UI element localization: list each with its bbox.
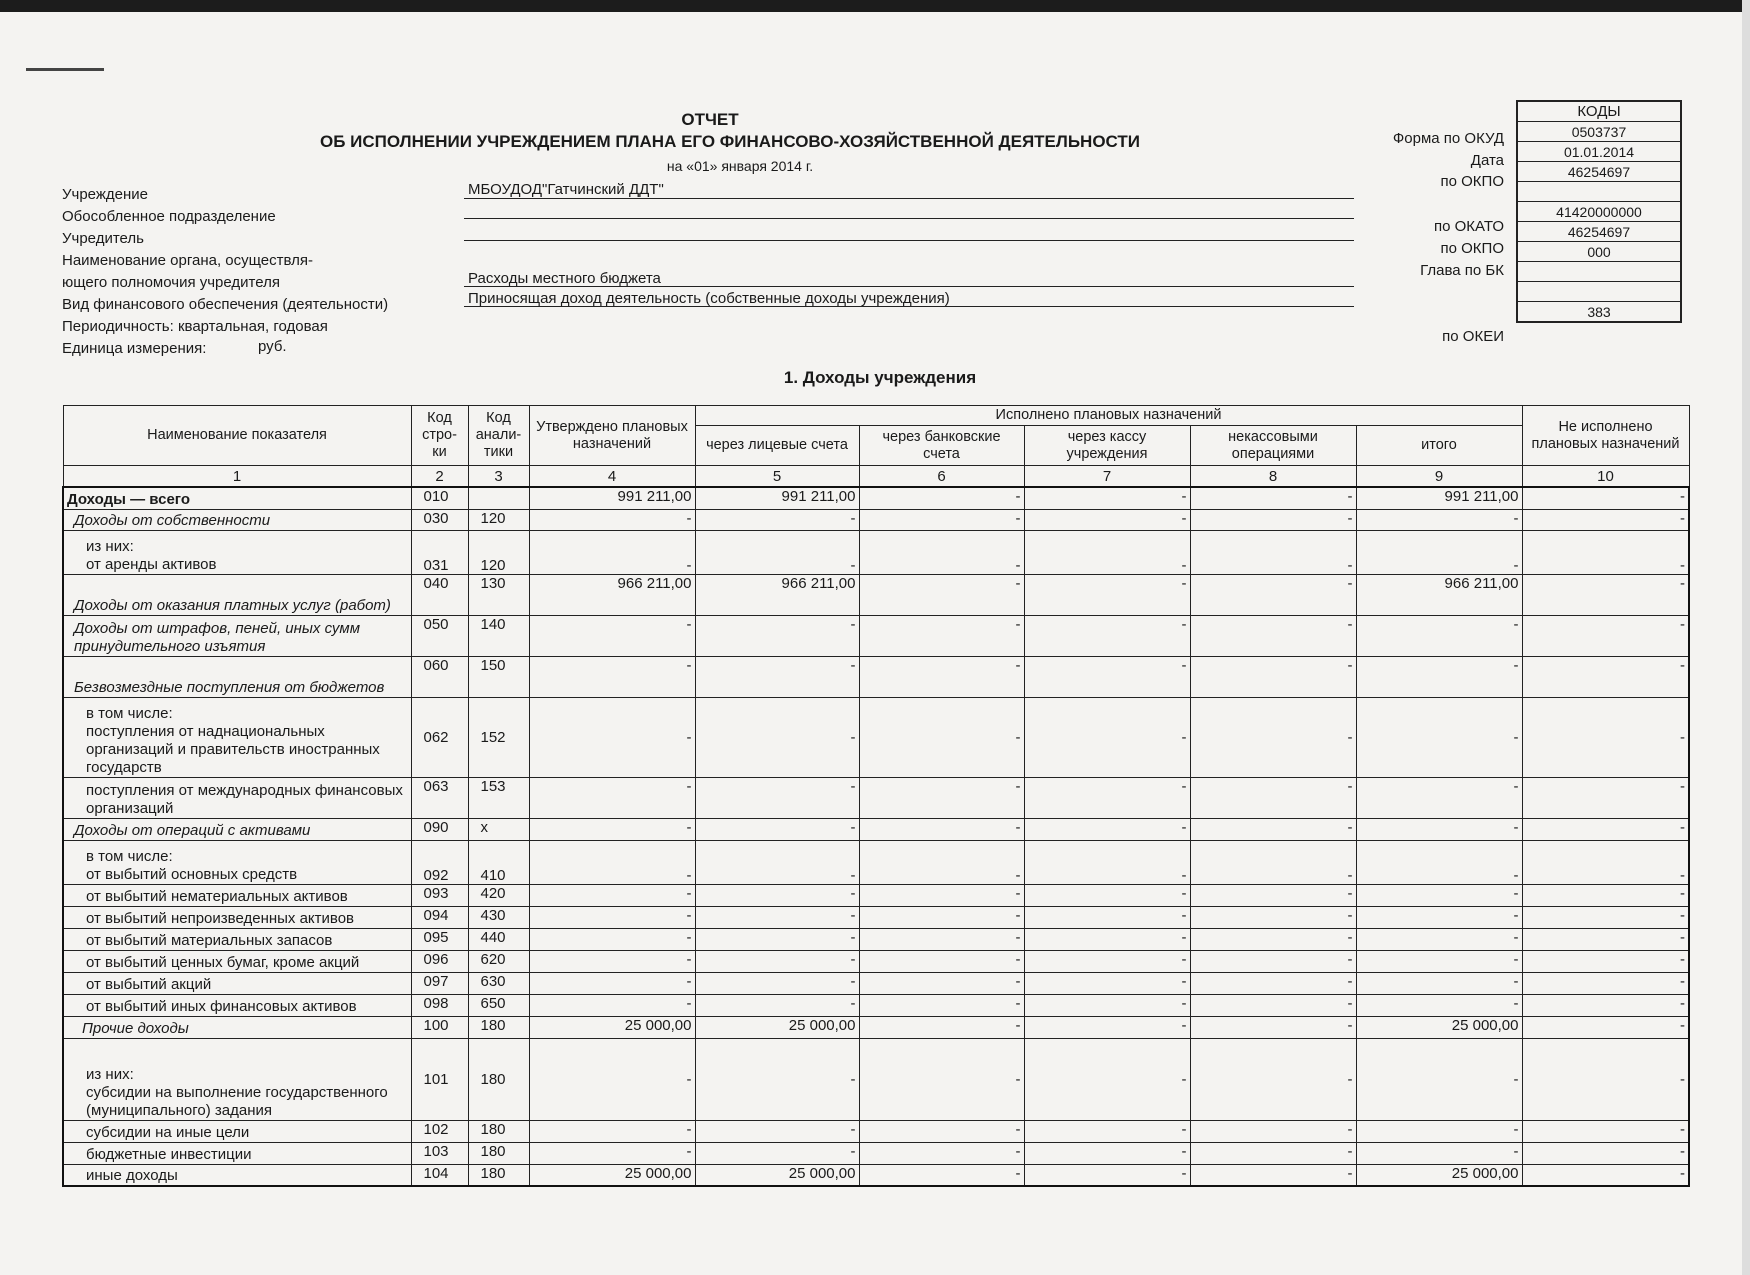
not-executed-value: -: [1522, 656, 1689, 697]
non-cash-value: -: [1190, 530, 1356, 574]
finance-type-value: Приносящая доход деятельность (собственные доходы учреждения): [468, 290, 950, 307]
personal-accounts-value: -: [695, 697, 859, 777]
analytic-code: 430: [468, 906, 529, 928]
non-cash-value: -: [1190, 928, 1356, 950]
personal-accounts-value: 966 211,00: [695, 574, 859, 615]
cash-desk-value: -: [1024, 509, 1190, 530]
not-executed-value: -: [1522, 884, 1689, 906]
analytic-code: 120: [468, 509, 529, 530]
row-name: Доходы — всего: [63, 487, 411, 509]
not-executed-value: -: [1522, 1016, 1689, 1038]
table-row: [63, 1120, 1689, 1142]
row-code: 092: [411, 840, 468, 884]
personal-accounts-value: -: [695, 1142, 859, 1164]
total-value: 25 000,00: [1356, 1016, 1522, 1038]
label-subdivision: Обособленное подразделение: [62, 208, 276, 225]
not-executed-value: -: [1522, 1164, 1689, 1186]
cash-desk-value: -: [1024, 884, 1190, 906]
approved-value: -: [529, 530, 695, 574]
cash-desk-value: -: [1024, 656, 1190, 697]
analytic-code: 120: [468, 530, 529, 574]
bank-accounts-value: -: [859, 1016, 1024, 1038]
row-code: 063: [411, 777, 468, 818]
not-executed-value: -: [1522, 530, 1689, 574]
not-executed-value: -: [1522, 840, 1689, 884]
analytic-code: 180: [468, 1142, 529, 1164]
not-executed-value: -: [1522, 994, 1689, 1016]
total-value: -: [1356, 994, 1522, 1016]
founder-line: [464, 240, 1354, 241]
total-value: -: [1356, 1038, 1522, 1120]
code-blank-1: [1517, 182, 1681, 202]
bank-accounts-value: -: [859, 487, 1024, 509]
analytic-code: 180: [468, 1120, 529, 1142]
label-unit: Единица измерения:: [62, 340, 207, 357]
table-row: [63, 530, 1689, 574]
not-executed-value: -: [1522, 818, 1689, 840]
code-blank-2: [1517, 262, 1681, 282]
col-number: 1: [63, 466, 411, 488]
row-name: Прочие доходы: [63, 1016, 411, 1038]
analytic-code: [468, 487, 529, 509]
non-cash-value: -: [1190, 884, 1356, 906]
total-value: -: [1356, 615, 1522, 656]
personal-accounts-value: 991 211,00: [695, 487, 859, 509]
row-name: иные доходы: [63, 1164, 411, 1186]
bank-accounts-value: -: [859, 1038, 1024, 1120]
row-name: от выбытий материальных запасов: [63, 928, 411, 950]
cash-desk-value: -: [1024, 1142, 1190, 1164]
row-name: в том числе: поступления от наднациональных организаций и правительств иностранных государств: [63, 697, 411, 777]
bank-accounts-value: -: [859, 906, 1024, 928]
personal-accounts-value: -: [695, 950, 859, 972]
row-name: Доходы от собственности: [63, 509, 411, 530]
approved-value: -: [529, 1038, 695, 1120]
not-executed-value: -: [1522, 950, 1689, 972]
analytic-code: 153: [468, 777, 529, 818]
authority-line: [464, 286, 1354, 287]
col-number: 7: [1024, 466, 1190, 488]
approved-value: -: [529, 509, 695, 530]
total-value: -: [1356, 1120, 1522, 1142]
row-name: от выбытий нематериальных активов: [63, 884, 411, 906]
approved-value: -: [529, 1142, 695, 1164]
not-executed-value: -: [1522, 906, 1689, 928]
header-total: итого: [1356, 426, 1522, 466]
total-value: 25 000,00: [1356, 1164, 1522, 1186]
cash-desk-value: -: [1024, 928, 1190, 950]
row-code: 040: [411, 574, 468, 615]
code-okpo-2: 46254697: [1517, 222, 1681, 242]
not-executed-value: -: [1522, 777, 1689, 818]
header-personal-accounts: через лицевые счета: [695, 426, 859, 466]
cash-desk-value: -: [1024, 950, 1190, 972]
row-name: Безвозмездные поступления от бюджетов: [63, 656, 411, 697]
bank-accounts-value: -: [859, 697, 1024, 777]
analytic-code: 180: [468, 1016, 529, 1038]
table-row: [63, 1142, 1689, 1164]
row-code: 098: [411, 994, 468, 1016]
label-authority-2: ющего полномочия учредителя: [62, 274, 280, 291]
label-founder: Учредитель: [62, 230, 144, 247]
col-number: 2: [411, 466, 468, 488]
cash-desk-value: -: [1024, 840, 1190, 884]
code-blank-3: [1517, 282, 1681, 302]
label-finance-type: Вид финансового обеспечения (деятельности): [62, 296, 389, 313]
approved-value: -: [529, 884, 695, 906]
table-row: [63, 574, 1689, 615]
personal-accounts-value: -: [695, 818, 859, 840]
personal-accounts-value: 25 000,00: [695, 1016, 859, 1038]
personal-accounts-value: -: [695, 928, 859, 950]
approved-value: -: [529, 994, 695, 1016]
header-labels: [62, 184, 388, 360]
budget-expenses-value: Расходы местного бюджета: [468, 270, 661, 287]
bank-accounts-value: -: [859, 818, 1024, 840]
label-okpo-2: по ОКПО: [1440, 240, 1504, 257]
approved-value: -: [529, 656, 695, 697]
table-row: [63, 487, 1689, 509]
col-number: 5: [695, 466, 859, 488]
row-code: 100: [411, 1016, 468, 1038]
row-code: 062: [411, 697, 468, 777]
approved-value: -: [529, 950, 695, 972]
personal-accounts-value: -: [695, 530, 859, 574]
cash-desk-value: -: [1024, 906, 1190, 928]
non-cash-value: -: [1190, 777, 1356, 818]
label-okpo: по ОКПО: [1440, 173, 1504, 190]
approved-value: 991 211,00: [529, 487, 695, 509]
not-executed-value: -: [1522, 1038, 1689, 1120]
non-cash-value: -: [1190, 972, 1356, 994]
row-name: от выбытий непроизведенных активов: [63, 906, 411, 928]
approved-value: -: [529, 615, 695, 656]
not-executed-value: -: [1522, 487, 1689, 509]
row-code: 060: [411, 656, 468, 697]
col-number: 10: [1522, 466, 1689, 488]
row-name: от выбытий акций: [63, 972, 411, 994]
total-value: 966 211,00: [1356, 574, 1522, 615]
non-cash-value: -: [1190, 1164, 1356, 1186]
not-executed-value: -: [1522, 697, 1689, 777]
row-code: 103: [411, 1142, 468, 1164]
codes-heading: КОДЫ: [1517, 101, 1681, 122]
total-value: -: [1356, 1142, 1522, 1164]
table-row: [63, 972, 1689, 994]
header-executed-group: Исполнено плановых назначений: [695, 406, 1522, 426]
analytic-code: 150: [468, 656, 529, 697]
analytic-code: 440: [468, 928, 529, 950]
non-cash-value: -: [1190, 1120, 1356, 1142]
header-cash-desk: через кассу учреждения: [1024, 426, 1190, 466]
bank-accounts-value: -: [859, 928, 1024, 950]
bank-accounts-value: -: [859, 1164, 1024, 1186]
code-date: 01.01.2014: [1517, 142, 1681, 162]
table-row: [63, 1038, 1689, 1120]
non-cash-value: -: [1190, 1016, 1356, 1038]
total-value: -: [1356, 697, 1522, 777]
analytic-code: 152: [468, 697, 529, 777]
personal-accounts-value: -: [695, 1038, 859, 1120]
non-cash-value: -: [1190, 509, 1356, 530]
personal-accounts-value: -: [695, 1120, 859, 1142]
cash-desk-value: -: [1024, 615, 1190, 656]
non-cash-value: -: [1190, 1142, 1356, 1164]
cash-desk-value: -: [1024, 697, 1190, 777]
row-name: Доходы от операций с активами: [63, 818, 411, 840]
bank-accounts-value: -: [859, 884, 1024, 906]
row-code: 102: [411, 1120, 468, 1142]
institution-value: МБОУДОД"Гатчинский ДДТ": [468, 181, 664, 198]
row-name: Доходы от оказания платных услуг (работ): [63, 574, 411, 615]
total-value: -: [1356, 818, 1522, 840]
analytic-code: 410: [468, 840, 529, 884]
scan-top-edge: [0, 0, 1750, 12]
total-value: -: [1356, 928, 1522, 950]
col-number: 4: [529, 466, 695, 488]
personal-accounts-value: -: [695, 615, 859, 656]
section-title: 1. Доходы учреждения: [783, 368, 977, 387]
cash-desk-value: -: [1024, 972, 1190, 994]
total-value: -: [1356, 777, 1522, 818]
table-row: [63, 906, 1689, 928]
approved-value: 966 211,00: [529, 574, 695, 615]
header-row-code: Код стро- ки: [411, 406, 468, 466]
income-table: [62, 405, 1690, 1187]
col-number: 8: [1190, 466, 1356, 488]
label-okud: Форма по ОКУД: [1392, 130, 1504, 147]
not-executed-value: -: [1522, 574, 1689, 615]
label-okato: по ОКАТО: [1433, 218, 1504, 235]
bank-accounts-value: -: [859, 840, 1024, 884]
personal-accounts-value: -: [695, 884, 859, 906]
table-row: [63, 994, 1689, 1016]
header-bank-accounts: через банковские счета: [859, 426, 1024, 466]
not-executed-value: -: [1522, 1142, 1689, 1164]
total-value: -: [1356, 972, 1522, 994]
bank-accounts-value: -: [859, 972, 1024, 994]
approved-value: -: [529, 840, 695, 884]
row-code: 010: [411, 487, 468, 509]
total-value: 991 211,00: [1356, 487, 1522, 509]
approved-value: -: [529, 906, 695, 928]
non-cash-value: -: [1190, 615, 1356, 656]
row-code: 101: [411, 1038, 468, 1120]
bank-accounts-value: -: [859, 656, 1024, 697]
header-approved: Утверждено плановых назначений: [529, 406, 695, 466]
row-name: от выбытий иных финансовых активов: [63, 994, 411, 1016]
scan-right-edge: [1742, 0, 1750, 1275]
analytic-code: 650: [468, 994, 529, 1016]
total-value: -: [1356, 906, 1522, 928]
cash-desk-value: -: [1024, 1120, 1190, 1142]
non-cash-value: -: [1190, 1038, 1356, 1120]
unit-value: руб.: [258, 338, 287, 355]
cash-desk-value: -: [1024, 818, 1190, 840]
non-cash-value: -: [1190, 656, 1356, 697]
non-cash-value: -: [1190, 906, 1356, 928]
report-date: на «01» января 2014 г.: [666, 158, 814, 174]
table-row: [63, 840, 1689, 884]
cash-desk-value: -: [1024, 777, 1190, 818]
header-analytic-code: Код анали- тики: [468, 406, 529, 466]
table-row: [63, 509, 1689, 530]
analytic-code: 140: [468, 615, 529, 656]
analytic-code: 630: [468, 972, 529, 994]
label-authority-1: Наименование органа, осуществля-: [62, 252, 314, 269]
col-number: 6: [859, 466, 1024, 488]
total-value: -: [1356, 950, 1522, 972]
total-value: -: [1356, 656, 1522, 697]
table-row: [63, 697, 1689, 777]
cash-desk-value: -: [1024, 994, 1190, 1016]
row-name: в том числе: от выбытий основных средств: [63, 840, 411, 884]
bank-accounts-value: -: [859, 777, 1024, 818]
row-name: из них: от аренды активов: [63, 530, 411, 574]
not-executed-value: -: [1522, 1120, 1689, 1142]
label-date: Дата: [1470, 152, 1504, 169]
label-budget-chapter: Глава по БК: [1420, 262, 1504, 279]
table-row: [63, 818, 1689, 840]
code-okpo: 46254697: [1517, 162, 1681, 182]
not-executed-value: -: [1522, 928, 1689, 950]
table-row: [63, 884, 1689, 906]
cash-desk-value: -: [1024, 1164, 1190, 1186]
row-name: Доходы от штрафов, пеней, иных сумм принудительного изъятия: [63, 615, 411, 656]
non-cash-value: -: [1190, 818, 1356, 840]
approved-value: -: [529, 928, 695, 950]
analytic-code: x: [468, 818, 529, 840]
institution-line: [464, 198, 1354, 199]
row-code: 097: [411, 972, 468, 994]
not-executed-value: -: [1522, 509, 1689, 530]
cash-desk-value: -: [1024, 487, 1190, 509]
label-institution: Учреждение: [62, 186, 148, 203]
table-row: [63, 656, 1689, 697]
table-row: [63, 1016, 1689, 1038]
row-name: бюджетные инвестиции: [63, 1142, 411, 1164]
row-name: поступления от международных финансовых организаций: [63, 777, 411, 818]
analytic-code: 180: [468, 1038, 529, 1120]
code-budget-chapter: 000: [1517, 242, 1681, 262]
personal-accounts-value: -: [695, 994, 859, 1016]
personal-accounts-value: -: [695, 972, 859, 994]
approved-value: -: [529, 697, 695, 777]
approved-value: 25 000,00: [529, 1164, 695, 1186]
cash-desk-value: -: [1024, 1038, 1190, 1120]
bank-accounts-value: -: [859, 994, 1024, 1016]
cash-desk-value: -: [1024, 530, 1190, 574]
finance-type-line: [464, 306, 1354, 307]
row-code: 095: [411, 928, 468, 950]
total-value: -: [1356, 840, 1522, 884]
non-cash-value: -: [1190, 840, 1356, 884]
bank-accounts-value: -: [859, 950, 1024, 972]
code-okato: 41420000000: [1517, 202, 1681, 222]
total-value: -: [1356, 530, 1522, 574]
bank-accounts-value: -: [859, 1142, 1024, 1164]
row-name: из них: субсидии на выполнение государственного (муниципального) задания: [63, 1038, 411, 1120]
code-okud: 0503737: [1517, 122, 1681, 142]
column-numbers-row: [63, 466, 1689, 488]
row-code: 094: [411, 906, 468, 928]
cash-desk-value: -: [1024, 1016, 1190, 1038]
subdivision-line: [464, 218, 1354, 219]
total-value: -: [1356, 884, 1522, 906]
row-code: 093: [411, 884, 468, 906]
table-row: [63, 1164, 1689, 1186]
approved-value: -: [529, 1120, 695, 1142]
not-executed-value: -: [1522, 972, 1689, 994]
personal-accounts-value: -: [695, 509, 859, 530]
header-non-cash: некассовыми операциями: [1190, 426, 1356, 466]
total-value: -: [1356, 509, 1522, 530]
non-cash-value: -: [1190, 574, 1356, 615]
bank-accounts-value: -: [859, 1120, 1024, 1142]
not-executed-value: -: [1522, 615, 1689, 656]
table-row: [63, 950, 1689, 972]
bank-accounts-value: -: [859, 530, 1024, 574]
label-okei: по ОКЕИ: [1442, 328, 1504, 345]
bank-accounts-value: -: [859, 615, 1024, 656]
approved-value: -: [529, 777, 695, 818]
bank-accounts-value: -: [859, 509, 1024, 530]
non-cash-value: -: [1190, 487, 1356, 509]
header-not-executed: Не исполнено плановых назначений: [1522, 406, 1689, 466]
approved-value: -: [529, 972, 695, 994]
code-okei: 383: [1517, 302, 1681, 323]
analytic-code: 620: [468, 950, 529, 972]
label-periodicity: Периодичность: квартальная, годовая: [62, 318, 328, 335]
report-title: ОТЧЕТ: [681, 110, 739, 129]
non-cash-value: -: [1190, 994, 1356, 1016]
approved-value: 25 000,00: [529, 1016, 695, 1038]
personal-accounts-value: -: [695, 840, 859, 884]
col-number: 3: [468, 466, 529, 488]
report-subtitle: ОБ ИСПОЛНЕНИИ УЧРЕЖДЕНИЕМ ПЛАНА ЕГО ФИНАНСОВО-ХОЗЯЙСТВЕННОЙ ДЕЯТЕЛЬНОСТИ: [319, 132, 1141, 151]
bank-accounts-value: -: [859, 574, 1024, 615]
row-code: 030: [411, 509, 468, 530]
approved-value: -: [529, 818, 695, 840]
col-number: 9: [1356, 466, 1522, 488]
analytic-code: 180: [468, 1164, 529, 1186]
codes-table: [1516, 100, 1682, 323]
non-cash-value: -: [1190, 697, 1356, 777]
row-name: субсидии на иные цели: [63, 1120, 411, 1142]
header-name: Наименование показателя: [63, 406, 411, 466]
analytic-code: 420: [468, 884, 529, 906]
row-code: 050: [411, 615, 468, 656]
table-row: [63, 615, 1689, 656]
cash-desk-value: -: [1024, 574, 1190, 615]
income-table-body: [63, 487, 1689, 1186]
row-name: от выбытий ценных бумаг, кроме акций: [63, 950, 411, 972]
row-code: 090: [411, 818, 468, 840]
corner-mark: [26, 68, 104, 71]
personal-accounts-value: -: [695, 777, 859, 818]
personal-accounts-value: 25 000,00: [695, 1164, 859, 1186]
row-code: 104: [411, 1164, 468, 1186]
table-row: [63, 928, 1689, 950]
personal-accounts-value: -: [695, 906, 859, 928]
non-cash-value: -: [1190, 950, 1356, 972]
personal-accounts-value: -: [695, 656, 859, 697]
analytic-code: 130: [468, 574, 529, 615]
row-code: 096: [411, 950, 468, 972]
table-row: [63, 777, 1689, 818]
row-code: 031: [411, 530, 468, 574]
